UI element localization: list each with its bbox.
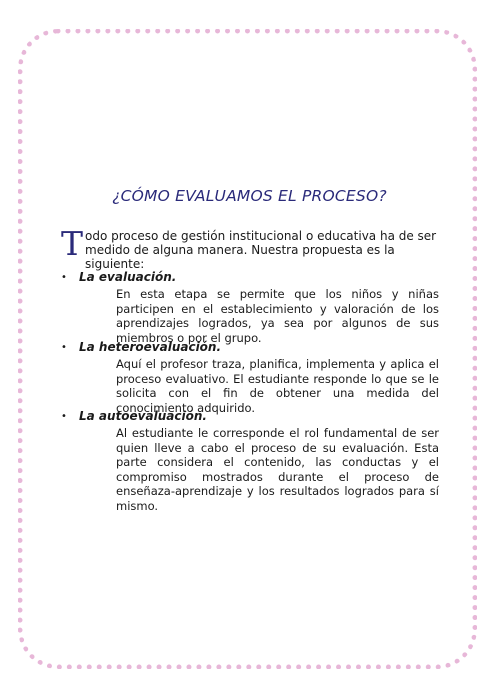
section-body: Al estudiante le corresponde el rol fundamental de ser quien lleve a cabo el proceso de su evaluación. Esta parte considera el contenido, las conductas y el compromiso mostrados durante el proceso de enseñaza-aprendizaje y los resultados logrados para sí mismo. <box>116 426 439 513</box>
section-autoevaluacion <box>61 408 451 513</box>
bullet-icon: • <box>61 341 67 353</box>
section-heading: La evaluación. <box>79 270 177 284</box>
section-body: Aquí el profesor traza, planifica, implementa y aplica el proceso evaluativo. El estudiante responde lo que se le solicita con el fin de obtener una medida del conocimiento adquirido. <box>116 357 439 415</box>
section-evaluacion <box>61 269 451 345</box>
section-heading: La autoevaluación. <box>79 409 207 423</box>
section-heading: La heteroevaluación. <box>79 340 222 354</box>
page-title: ¿CÓMO EVALUAMOS EL PROCESO? <box>112 187 387 205</box>
intro-text: odo proceso de gestión institucional o educativa ha de ser medido de alguna manera. Nuestra propuesta es la siguiente: <box>85 229 437 271</box>
intro-paragraph <box>61 226 441 271</box>
bullet-icon: • <box>61 271 67 283</box>
section-body: En esta etapa se permite que los niños y niñas participen en el establecimiento y valoración de los aprendizajes logrados, ya sea por algunos de sus miembros o por el grupo. <box>116 287 439 345</box>
bullet-icon: • <box>61 410 67 422</box>
drop-cap: T <box>61 224 84 263</box>
section-heteroevaluacion <box>61 339 451 415</box>
